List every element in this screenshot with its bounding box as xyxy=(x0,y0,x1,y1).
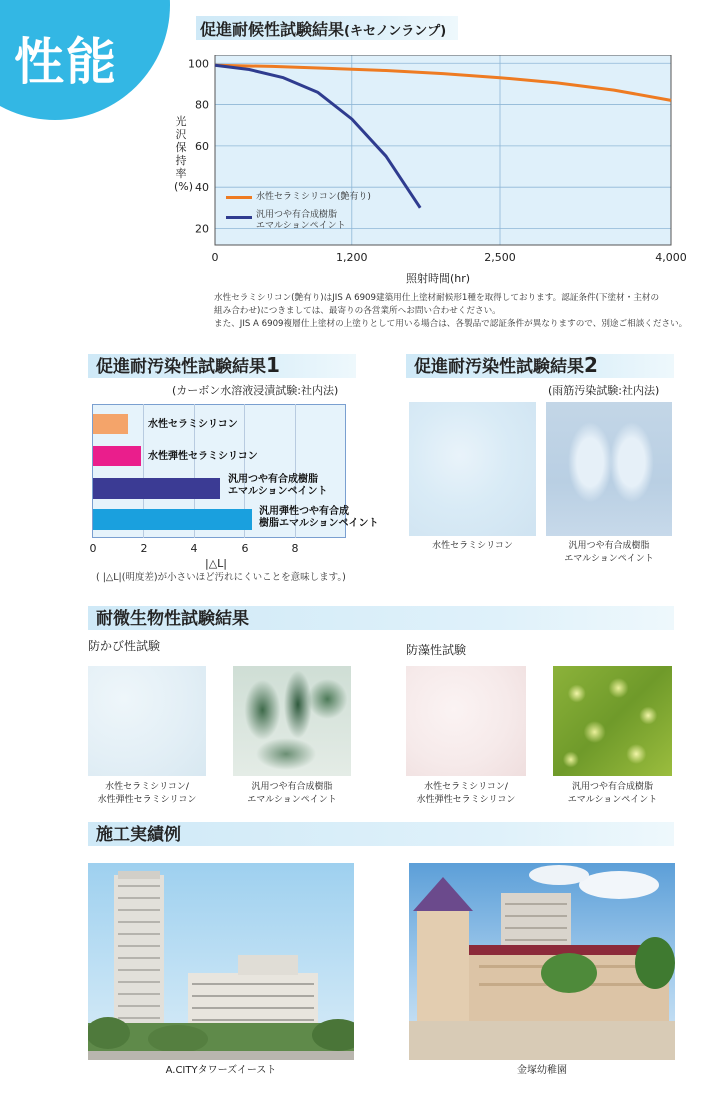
bar-xtick: 2 xyxy=(140,542,148,555)
stain2-title: 促進耐汚染性試験結果2 xyxy=(414,353,598,377)
x-tick-label: 1,200 xyxy=(336,251,368,264)
stain1-subtitle: (カーボン水溶液浸漬試験:社内法) xyxy=(172,384,339,397)
algae-sample-emulsion xyxy=(553,666,672,776)
bar-xlabel: |△L| xyxy=(205,557,227,570)
x-tick-label: 0 xyxy=(211,251,219,264)
durability-title: 促進耐候性試験結果(キセノンランプ) xyxy=(200,20,447,39)
mold-sample-silicone xyxy=(88,666,206,776)
stain2-caption-emulsion: 汎用つや有合成樹脂 エマルションペイント xyxy=(564,541,654,564)
mold-test-label: 防かび性試験 xyxy=(88,639,161,653)
bar-silicone xyxy=(93,414,128,434)
towers-illustration xyxy=(88,863,354,1060)
bar-xtick: 6 xyxy=(241,542,249,555)
legend-swatch-emulsion xyxy=(226,216,252,219)
algae-caption-silicone: 水性セラミシリコン/ 水性弾性セラミシリコン xyxy=(416,782,516,805)
legend-label-emulsion-2: エマルションペイント xyxy=(256,221,346,231)
durability-note-3: また、JIS A 6909複層仕上塗材の上塗りとして用いる場合は、各製品で認証条件が異なりますので、別途ご相談ください。 xyxy=(214,319,688,329)
bar-emulsion xyxy=(93,478,220,499)
stain1-title: 促進耐汚染性試験結果1 xyxy=(96,353,280,377)
durability-ylabel: 光 沢 保 持 率 (%) xyxy=(174,115,194,193)
y-tick-label: 20 xyxy=(195,222,209,236)
y-tick-label: 60 xyxy=(195,139,209,153)
y-tick-label: 80 xyxy=(195,98,209,112)
bar-xtick: 0 xyxy=(89,542,97,555)
durability-note-1: 水性セラミシリコン(艶有り)はJIS A 6909建築用仕上塗材耐候形1種を取得しております。認証条件(下塗材・主材の xyxy=(214,293,660,303)
photo-acity-towers xyxy=(88,863,354,1060)
bar-label-elastic-emulsion: 汎用弾性つや有合成 樹脂エマルションペイント xyxy=(259,506,379,529)
durability-xlabel: 照射時間(hr) xyxy=(406,272,471,285)
y-tick-label: 100 xyxy=(188,57,209,71)
stain1-note: ( |△L|(明度差)が小さいほど汚れにくいことを意味します。) xyxy=(96,572,346,583)
photo-kanazuka-kindergarten xyxy=(409,863,675,1060)
mold-caption-emulsion: 汎用つや有合成樹脂 エマルションペイント xyxy=(247,782,337,805)
works-caption-towers: A.CITYタワーズイースト xyxy=(165,1065,277,1076)
mold-caption-silicone: 水性セラミシリコン/ 水性弾性セラミシリコン xyxy=(97,782,197,805)
legend-label-silicone: 水性セラミシリコン(艶有り) xyxy=(256,192,371,202)
works-title: 施工実績例 xyxy=(96,825,181,845)
bar-label-emulsion: 汎用つや有合成樹脂 エマルションペイント xyxy=(228,474,328,497)
bar-elastic-emulsion xyxy=(93,509,252,530)
mold-sample-emulsion xyxy=(233,666,351,776)
algae-test-label: 防藻性試験 xyxy=(406,643,467,657)
legend-swatch-silicone xyxy=(226,196,252,199)
y-tick-label: 40 xyxy=(195,181,209,195)
bar-label-elastic-silicone: 水性弾性セラミシリコン xyxy=(148,451,258,462)
algae-caption-emulsion: 汎用つや有合成樹脂 エマルションペイント xyxy=(567,782,658,805)
algae-sample-silicone xyxy=(406,666,526,776)
stain2-caption-silicone: 水性セラミシリコン xyxy=(432,541,513,551)
bar-elastic-silicone xyxy=(93,446,141,466)
stain2-subtitle: (雨筋汚染試験:社内法) xyxy=(548,384,660,397)
x-tick-label: 4,000 xyxy=(655,251,687,264)
durability-line-chart xyxy=(170,55,690,289)
badge-title: 性能 xyxy=(14,33,118,91)
durability-note-2: 組み合わせ)につきましては、最寄りの各営業所へお問い合わせください。 xyxy=(214,306,501,316)
bar-xtick: 4 xyxy=(190,542,198,555)
bar-xtick: 8 xyxy=(291,542,299,555)
stain2-sample-silicone xyxy=(409,402,536,536)
bio-title: 耐微生物性試験結果 xyxy=(96,609,249,629)
works-caption-kindergarten: 金塚幼稚園 xyxy=(517,1065,567,1076)
stain2-sample-emulsion xyxy=(546,402,672,536)
kindergarten-illustration xyxy=(409,863,675,1060)
legend-label-emulsion-1: 汎用つや有合成樹脂 xyxy=(256,210,338,220)
x-tick-label: 2,500 xyxy=(484,251,516,264)
bar-label-silicone: 水性セラミシリコン xyxy=(148,419,238,430)
